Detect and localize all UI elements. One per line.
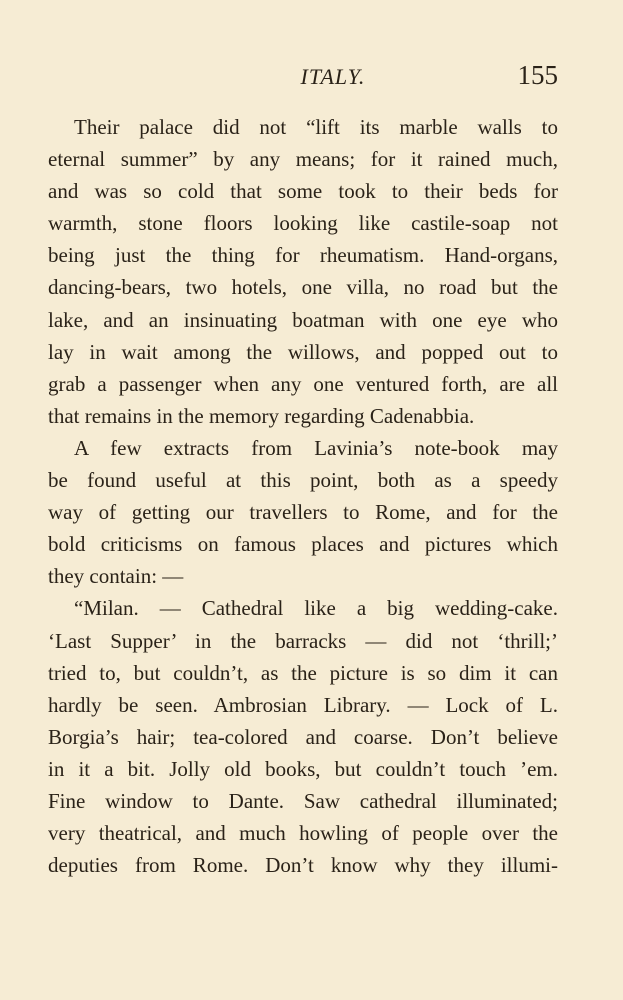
paragraph-3-line: in it a bit. Jolly old books, but couldn’t touch ’em. [48, 756, 558, 781]
page-number: 155 [517, 60, 558, 90]
paragraph-1-line: warmth, stone floors looking like castile-soap not [48, 211, 558, 236]
paragraph-3-line: very theatrical, and much howling of people over the [48, 821, 558, 846]
paragraph-2-line: way of getting our travellers to Rome, and for the [48, 500, 558, 525]
paragraph-1-line: lake, and an insinuating boatman with one eye who [48, 307, 558, 332]
paragraph-3-line: “Milan. — Cathedral like a big wedding-cake. [74, 596, 558, 621]
paragraph-1-line: grab a passenger when any one ventured forth, are all [48, 371, 558, 396]
paragraph-3-line: ‘Last Supper’ in the barracks — did not ‘thrill;’ [48, 628, 558, 653]
paragraph-1-line: Their palace did not “lift its marble walls to [74, 115, 558, 139]
paragraph-2-line: A few extracts from Lavinia’s note-book may [74, 435, 558, 460]
paragraph-1-line: being just the thing for rheumatism. Hand-organs, [48, 243, 558, 268]
paragraph-1-line: and was so cold that some took to their beds for [48, 179, 558, 204]
paragraph-2-line: bold criticisms on famous places and pictures which [48, 532, 558, 557]
running-title: ITALY. [300, 64, 366, 89]
paragraph-3-line: Borgia’s hair; tea-colored and coarse. Don’t believe [48, 724, 558, 749]
running-head [48, 60, 558, 96]
paragraph-2-line: be found useful at this point, both as a speedy [48, 468, 558, 493]
paragraph-1-line: eternal summer” by any means; for it rained much, [48, 147, 558, 172]
paragraph-1-line: dancing-bears, two hotels, one villa, no road but the [48, 275, 558, 300]
paragraph-3-line: hardly be seen. Ambrosian Library. — Lock of L. [48, 692, 558, 717]
paragraph-1-line: that remains in the memory regarding Cadenabbia. [48, 403, 475, 428]
body-text [48, 111, 558, 881]
paragraph-2-line: they contain: — [48, 564, 184, 589]
paragraph-3-line: Fine window to Dante. Saw cathedral illuminated; [48, 788, 558, 813]
paragraph-3-line: tried to, but couldn’t, as the picture is so dim it can [48, 660, 558, 685]
paragraph-3-line: deputies from Rome. Don’t know why they illumi- [48, 853, 558, 878]
paragraph-1-line: lay in wait among the willows, and popped out to [48, 339, 558, 364]
